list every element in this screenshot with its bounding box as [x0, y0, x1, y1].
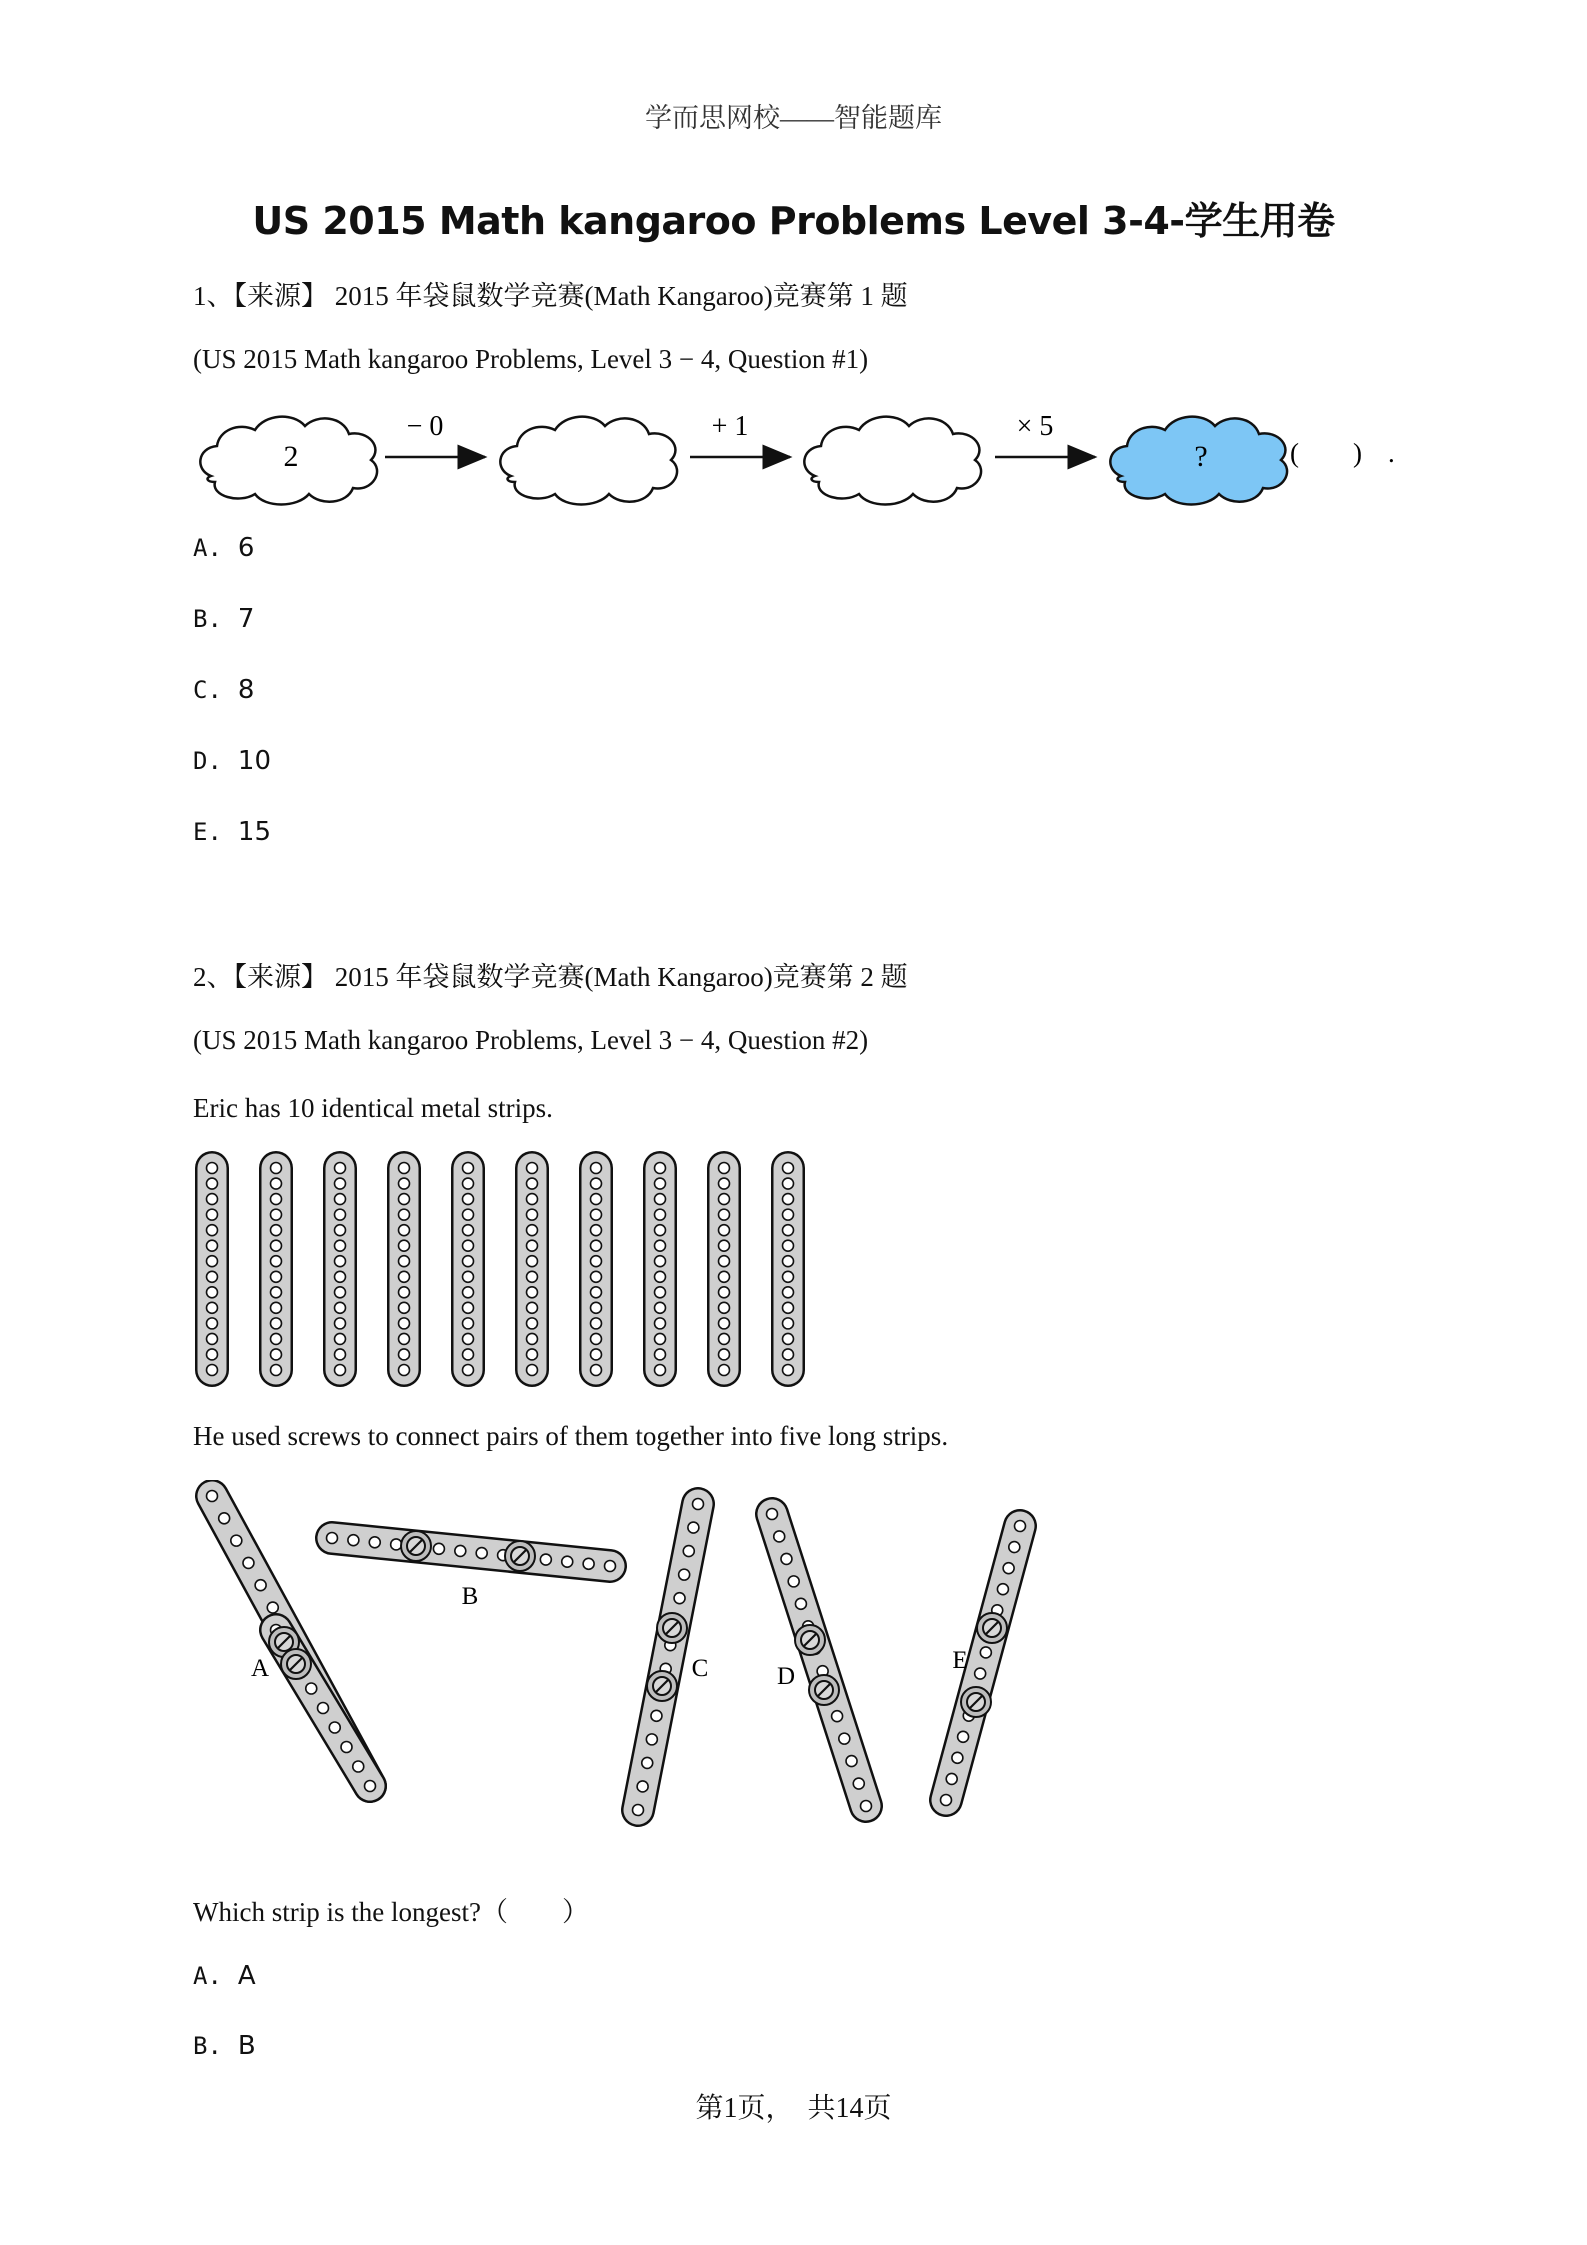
q2-reference: (US 2015 Math kangaroo Problems, Level 3 − 4, Question #2): [193, 1025, 869, 1055]
strip-hole: [335, 1209, 346, 1220]
strip-hole: [399, 1178, 410, 1189]
page-title: US 2015 Math kangaroo Problems Level 3-4-学生用卷: [252, 199, 1335, 243]
strip-hole: [335, 1271, 346, 1282]
strip-hole: [255, 1580, 266, 1591]
strip-hole: [399, 1365, 410, 1376]
metal-strip: [335, 1163, 346, 1376]
strip-hole: [591, 1287, 602, 1298]
metal-strip: [527, 1163, 538, 1376]
strip-hole: [527, 1318, 538, 1329]
strip-hole: [683, 1546, 694, 1557]
strip-hole: [231, 1535, 242, 1546]
strip-hole: [655, 1318, 666, 1329]
strip-hole: [795, 1598, 806, 1609]
strip-hole: [591, 1178, 602, 1189]
strip-hole: [562, 1556, 573, 1567]
strip-hole: [591, 1271, 602, 1282]
strip-hole: [591, 1194, 602, 1205]
strip-hole: [655, 1365, 666, 1376]
strip-hole: [399, 1287, 410, 1298]
strip-label-a: A: [250, 1655, 270, 1682]
strip-hole: [583, 1558, 594, 1569]
strip-hole: [463, 1318, 474, 1329]
strip-hole: [271, 1318, 282, 1329]
strip-hole: [719, 1163, 730, 1174]
strip-hole: [463, 1365, 474, 1376]
strip-hole: [207, 1209, 218, 1220]
strip-hole: [591, 1225, 602, 1236]
strip-hole: [335, 1225, 346, 1236]
strip-hole: [774, 1531, 785, 1542]
strip-hole: [788, 1576, 799, 1587]
strip-hole: [591, 1209, 602, 1220]
q2-option-b[interactable]: B. B: [193, 2031, 256, 2061]
strip-hole: [719, 1365, 730, 1376]
strip-hole: [946, 1773, 957, 1784]
strip-hole: [655, 1240, 666, 1251]
strip-hole: [369, 1537, 380, 1548]
strip-hole: [527, 1271, 538, 1282]
strip-hole: [399, 1225, 410, 1236]
strip-hole: [306, 1683, 317, 1694]
strip-label-b: B: [461, 1583, 479, 1610]
svg-text:× 5: × 5: [1016, 411, 1054, 442]
strip-hole: [633, 1805, 644, 1816]
strip-hole: [399, 1240, 410, 1251]
strip-hole: [527, 1287, 538, 1298]
q2-text-connect: He used screws to connect pairs of them together into five long strips.: [193, 1421, 949, 1451]
q1-option-c[interactable]: C. 8: [193, 675, 255, 705]
strip-hole: [591, 1318, 602, 1329]
strip-hole: [329, 1722, 340, 1733]
strip-hole: [783, 1225, 794, 1236]
strip-hole: [207, 1271, 218, 1282]
strip-hole: [463, 1302, 474, 1313]
metal-strip: [399, 1163, 410, 1376]
strip-hole: [674, 1593, 685, 1604]
q2-source: 2、【来源】 2015 年袋鼠数学竞赛(Math Kangaroo)竞赛第 2 题: [193, 962, 908, 992]
strip-hole: [527, 1163, 538, 1174]
strip-hole: [476, 1548, 487, 1559]
strip-hole: [958, 1731, 969, 1742]
screw-icon: [647, 1671, 677, 1701]
q2-option-a[interactable]: A. A: [193, 1961, 256, 1991]
strip-hole: [783, 1194, 794, 1205]
strip-hole: [243, 1557, 254, 1568]
q2-question: Which strip is the longest?（ ）: [193, 1897, 589, 1927]
strip-hole: [655, 1287, 666, 1298]
strip-label-d: D: [776, 1663, 796, 1690]
strip-hole: [783, 1271, 794, 1282]
strip-hole: [783, 1178, 794, 1189]
cloud-start-value: 2: [283, 440, 299, 473]
q1-source: 1、【来源】 2015 年袋鼠数学竞赛(Math Kangaroo)竞赛第 1 题: [193, 281, 908, 311]
strip-hole: [271, 1225, 282, 1236]
strip-hole: [783, 1318, 794, 1329]
strip-hole: [719, 1333, 730, 1344]
page-footer: 第1页， 共14页: [695, 2093, 892, 2124]
strip-hole: [655, 1302, 666, 1313]
strip-hole: [463, 1271, 474, 1282]
screw-icon: [961, 1687, 991, 1717]
q1-option-d[interactable]: D. 10: [193, 746, 271, 776]
metal-strip: [719, 1163, 730, 1376]
strip-hole: [719, 1287, 730, 1298]
strip-hole: [1003, 1563, 1014, 1574]
strip-hole: [335, 1318, 346, 1329]
strip-hole: [399, 1333, 410, 1344]
strip-hole: [655, 1178, 666, 1189]
strip-label-c: C: [691, 1655, 709, 1682]
screw-icon: [657, 1613, 687, 1643]
strip-hole: [271, 1302, 282, 1313]
strip-hole: [335, 1302, 346, 1313]
strip-hole: [341, 1742, 352, 1753]
strip-hole: [861, 1801, 872, 1812]
strip-hole: [719, 1349, 730, 1360]
screw-icon: [505, 1541, 535, 1571]
screw-icon: [795, 1625, 825, 1655]
strip-hole: [997, 1584, 1008, 1595]
answer-blank: ( ): [1290, 438, 1362, 468]
q1-reference: (US 2015 Math kangaroo Problems, Level 3 − 4, Question #1): [193, 344, 869, 374]
strip-hole: [207, 1318, 218, 1329]
strip-hole: [335, 1365, 346, 1376]
strip-hole: [463, 1287, 474, 1298]
cloud-middle-1: [500, 417, 677, 505]
strip-hole: [463, 1240, 474, 1251]
page-header: 学而思网校——智能题库: [645, 103, 942, 133]
strip-d: [767, 1509, 872, 1812]
strip-hole: [527, 1194, 538, 1205]
strip-hole: [207, 1287, 218, 1298]
strip-hole: [655, 1271, 666, 1282]
strip-hole: [783, 1365, 794, 1376]
strip-hole: [391, 1539, 402, 1550]
strip-hole: [655, 1194, 666, 1205]
q2-text-strips: Eric has 10 identical metal strips.: [193, 1093, 553, 1123]
strip-hole: [463, 1163, 474, 1174]
metal-strip: [271, 1163, 282, 1376]
metal-strip: [591, 1163, 602, 1376]
metal-strip: [463, 1163, 474, 1376]
strip-hole: [651, 1710, 662, 1721]
strip-hole: [335, 1240, 346, 1251]
strip-hole: [719, 1225, 730, 1236]
strip-hole: [271, 1163, 282, 1174]
operation-arrow-2: [690, 411, 790, 457]
strip-hole: [655, 1256, 666, 1267]
strip-hole: [783, 1209, 794, 1220]
strip-hole: [719, 1256, 730, 1267]
strip-hole: [527, 1256, 538, 1267]
strip-hole: [719, 1178, 730, 1189]
cloud-result-value: ?: [1194, 440, 1208, 473]
strip-hole: [207, 1365, 218, 1376]
strip-hole: [655, 1209, 666, 1220]
strip-hole: [463, 1333, 474, 1344]
strip-hole: [271, 1349, 282, 1360]
strip-hole: [271, 1194, 282, 1205]
strip-hole: [318, 1703, 329, 1714]
operation-arrow-1: [385, 411, 485, 457]
strip-hole: [591, 1240, 602, 1251]
strip-hole: [719, 1240, 730, 1251]
strip-hole: [271, 1256, 282, 1267]
strip-hole: [335, 1163, 346, 1174]
strip-hole: [980, 1647, 991, 1658]
strip-hole: [527, 1178, 538, 1189]
strip-hole: [591, 1365, 602, 1376]
cloud-start: [200, 417, 377, 505]
strip-hole: [399, 1349, 410, 1360]
strip-hole: [941, 1795, 952, 1806]
connected-strips-figure: [180, 1480, 1060, 1860]
strip-hole: [527, 1240, 538, 1251]
svg-text:− 0: − 0: [406, 411, 444, 442]
strip-hole: [207, 1240, 218, 1251]
q1-period: .: [1388, 438, 1395, 468]
strip-hole: [719, 1209, 730, 1220]
strip-hole: [335, 1256, 346, 1267]
strip-hole: [207, 1349, 218, 1360]
strip-hole: [783, 1256, 794, 1267]
strip-hole: [335, 1178, 346, 1189]
strip-hole: [839, 1733, 850, 1744]
strip-b: [327, 1533, 616, 1572]
strip-hole: [399, 1163, 410, 1174]
strip-hole: [271, 1240, 282, 1251]
strip-hole: [348, 1535, 359, 1546]
strip-hole: [463, 1349, 474, 1360]
cloud-middle-2: [804, 417, 981, 505]
strip-hole: [655, 1349, 666, 1360]
strip-hole: [540, 1554, 551, 1565]
strip-hole: [655, 1225, 666, 1236]
screw-icon: [809, 1675, 839, 1705]
strip-hole: [693, 1499, 704, 1510]
screw-icon: [977, 1613, 1007, 1643]
strip-hole: [271, 1287, 282, 1298]
strip-hole: [399, 1209, 410, 1220]
strip-hole: [719, 1302, 730, 1313]
strip-hole: [527, 1365, 538, 1376]
strip-hole: [679, 1569, 690, 1580]
strip-hole: [783, 1302, 794, 1313]
operation-arrow-3: [995, 411, 1095, 457]
strip-hole: [463, 1209, 474, 1220]
strip-hole: [463, 1194, 474, 1205]
strip-hole: [783, 1287, 794, 1298]
strip-hole: [455, 1545, 466, 1556]
strip-hole: [591, 1333, 602, 1344]
strip-hole: [399, 1302, 410, 1313]
strip-hole: [527, 1209, 538, 1220]
strip-hole: [591, 1256, 602, 1267]
strip-hole: [719, 1318, 730, 1329]
strip-hole: [1009, 1542, 1020, 1553]
strip-hole: [591, 1302, 602, 1313]
strip-hole: [207, 1225, 218, 1236]
strip-hole: [207, 1256, 218, 1267]
strip-hole: [952, 1752, 963, 1763]
strip-hole: [335, 1194, 346, 1205]
strip-hole: [637, 1781, 648, 1792]
strip-hole: [353, 1761, 364, 1772]
strip-hole: [463, 1225, 474, 1236]
q1-option-b[interactable]: B. 7: [193, 604, 255, 634]
strip-hole: [271, 1178, 282, 1189]
strip-hole: [655, 1333, 666, 1344]
strip-hole: [271, 1209, 282, 1220]
strip-hole: [219, 1513, 230, 1524]
strip-hole: [399, 1271, 410, 1282]
strip-hole: [783, 1349, 794, 1360]
strip-hole: [781, 1553, 792, 1564]
strip-hole: [783, 1240, 794, 1251]
strip-hole: [271, 1271, 282, 1282]
strip-hole: [433, 1543, 444, 1554]
strip-hole: [591, 1349, 602, 1360]
strip-hole: [399, 1318, 410, 1329]
metal-strip: [207, 1163, 218, 1376]
q1-cloud-diagram: [185, 400, 1415, 510]
strip-hole: [527, 1302, 538, 1313]
strip-hole: [527, 1225, 538, 1236]
strip-hole: [767, 1509, 778, 1520]
cloud-result: [1110, 417, 1287, 505]
strip-hole: [207, 1333, 218, 1344]
strip-hole: [463, 1256, 474, 1267]
strip-hole: [783, 1163, 794, 1174]
strip-hole: [646, 1734, 657, 1745]
strip-hole: [399, 1256, 410, 1267]
strip-hole: [719, 1271, 730, 1282]
strip-hole: [207, 1491, 218, 1502]
strip-hole: [335, 1287, 346, 1298]
metal-strip: [655, 1163, 666, 1376]
strip-hole: [527, 1333, 538, 1344]
strip-hole: [605, 1561, 616, 1572]
screw-icon: [401, 1531, 431, 1561]
strip-hole: [335, 1349, 346, 1360]
identical-strips-figure: [180, 1148, 840, 1394]
strip-hole: [527, 1349, 538, 1360]
strip-hole: [1015, 1521, 1026, 1532]
strip-label-e: E: [952, 1647, 968, 1674]
metal-strip: [783, 1163, 794, 1376]
strip-hole: [335, 1333, 346, 1344]
strip-hole: [207, 1302, 218, 1313]
strip-hole: [655, 1163, 666, 1174]
strip-hole: [642, 1757, 653, 1768]
strip-hole: [207, 1194, 218, 1205]
strip-hole: [853, 1778, 864, 1789]
strip-hole: [271, 1365, 282, 1376]
q1-option-e[interactable]: E. 15: [193, 817, 271, 847]
strip-hole: [399, 1194, 410, 1205]
strip-hole: [267, 1602, 278, 1613]
strip-hole: [271, 1333, 282, 1344]
svg-text:+ 1: + 1: [711, 411, 749, 442]
screw-icon: [281, 1649, 311, 1679]
strip-hole: [832, 1711, 843, 1722]
strip-hole: [207, 1178, 218, 1189]
strip-hole: [783, 1333, 794, 1344]
strip-hole: [975, 1668, 986, 1679]
strip-hole: [719, 1194, 730, 1205]
strip-hole: [207, 1163, 218, 1174]
strip-hole: [365, 1781, 376, 1792]
q1-option-a[interactable]: A. 6: [193, 533, 255, 563]
strip-hole: [846, 1756, 857, 1767]
strip-hole: [591, 1163, 602, 1174]
strip-hole: [688, 1522, 699, 1533]
strip-hole: [327, 1533, 338, 1544]
strip-hole: [463, 1178, 474, 1189]
